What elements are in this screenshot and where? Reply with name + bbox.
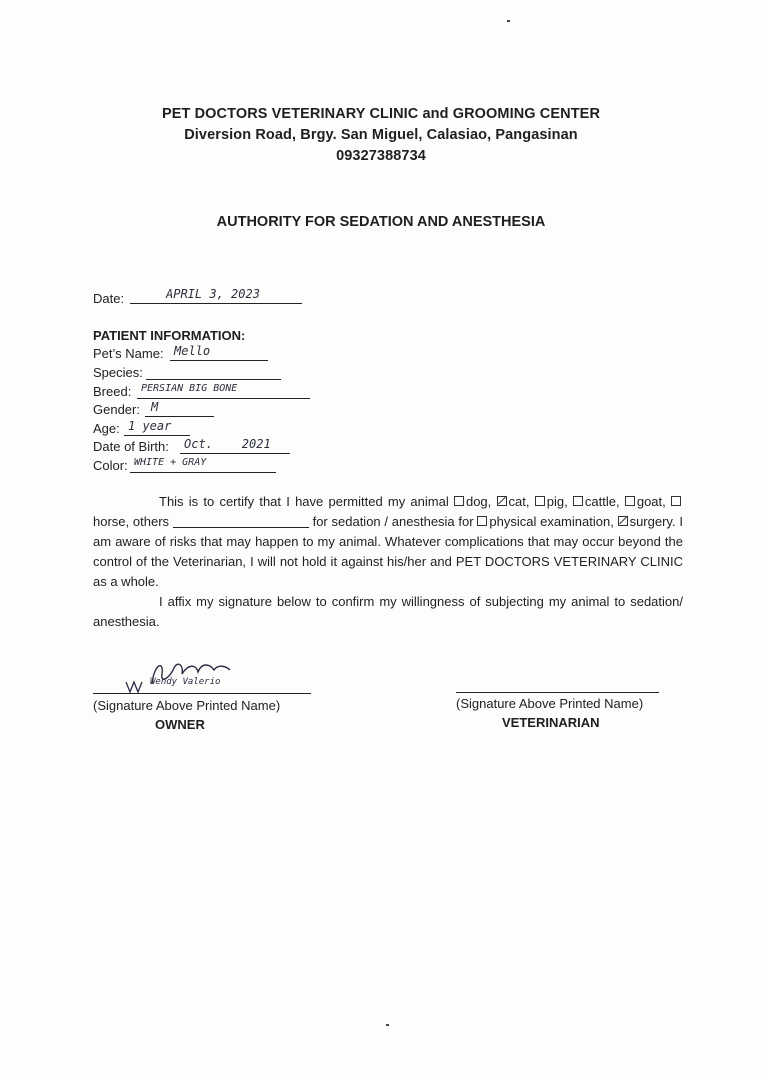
option-goat: goat, [625,494,666,509]
affix-statement: I affix my signature below to confirm my willingness of subjecting my animal to sedation/ anesthesia. [93,594,683,629]
consent-rest: I am aware of risks that may happen to my animal. Whatever complications that may occur beyond the control of the Veterinarian, I will not hold it against his/her and PET DOCTORS VETERINARY CLINIC as a whole. [93,514,683,589]
others-label: others [132,514,170,529]
clinic-address: Diversion Road, Brgy. San Miguel, Calasiao, Pangasinan [184,127,578,143]
vet-signature-line [456,692,659,693]
vet-role-label: VETERINARIAN [502,715,600,730]
checkbox-pig [535,496,545,506]
others-blank [173,515,309,528]
age-label: Age: [93,421,120,436]
species-label: Species: [93,365,143,380]
clinic-phone: 09327388734 [336,148,426,164]
gender-value: M [145,399,214,417]
date-value: APRIL 3, 2023 [130,286,302,304]
option-horse: horse, [93,494,683,529]
for-text: for sedation / anesthesia for [312,514,474,529]
breed-label: Breed: [93,384,132,399]
date-label: Date: [93,291,125,306]
consent-intro: This is to certify that I have permitted my animal [159,494,449,509]
checkbox-dog [454,496,464,506]
dob-value: Oct. 2021 [180,436,290,454]
consent-paragraph [93,492,683,632]
checkbox-cattle [573,496,583,506]
option-pig: pig, [535,494,568,509]
owner-signature-caption: (Signature Above Printed Name) [93,698,281,713]
pet-name-label: Pet’s Name: [93,346,164,361]
option-physical-exam: physical examination, [477,514,613,529]
color-value: WHITE + GRAY [130,455,276,473]
gender-label: Gender: [93,402,140,417]
checkbox-physical-exam [477,516,487,526]
form-title: AUTHORITY FOR SEDATION AND ANESTHESIA [216,214,546,230]
breed-value: PERSIAN BIG BONE [137,381,310,399]
patient-info-heading: PATIENT INFORMATION: [93,328,246,343]
color-label: Color: [93,458,128,473]
pet-name-value: Mello [170,343,268,361]
vet-signature-caption: (Signature Above Printed Name) [456,696,644,711]
species-value [146,362,281,380]
age-value: 1 year [124,418,190,436]
option-dog: dog, [454,494,491,509]
checkbox-surgery [618,516,628,526]
owner-signature-scribble [118,654,268,696]
checkbox-goat [625,496,635,506]
option-cattle: cattle, [573,494,620,509]
scan-speck [507,20,510,22]
checkbox-cat [497,496,507,506]
checkbox-horse [671,496,681,506]
option-surgery: surgery. [618,514,676,529]
owner-role-label: OWNER [155,717,205,732]
owner-signature-name: Wendy Valerio [150,677,221,687]
option-cat: cat, [497,494,530,509]
dob-label: Date of Birth: [93,439,169,454]
scan-speck [386,1024,389,1026]
clinic-name: PET DOCTORS VETERINARY CLINIC and GROOMING CENTER [161,106,601,122]
owner-signature-line [93,693,311,694]
